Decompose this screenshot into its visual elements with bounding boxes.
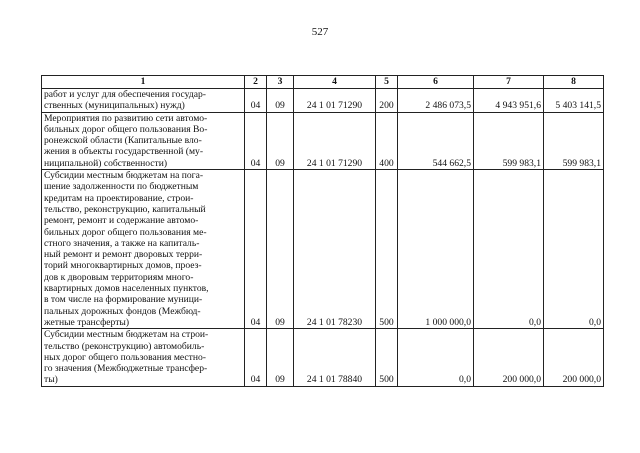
target-article-code: 24 1 01 78840 <box>294 329 376 386</box>
section-code: 04 <box>245 170 267 329</box>
column-header: 8 <box>544 76 604 89</box>
column-header: 6 <box>398 76 474 89</box>
expense-type-code: 500 <box>376 170 398 329</box>
description-line: торий многоквартирных домов, проез- <box>44 260 202 272</box>
expense-type-code: 400 <box>376 112 398 169</box>
section-code: 04 <box>245 329 267 386</box>
description-line: дов к дворовым территориям много- <box>44 271 194 283</box>
amount-col-8: 599 983,1 <box>544 112 604 169</box>
description-line: жетные трансферты) <box>44 316 130 328</box>
description-line: ронежской области (Капитальные вло- <box>44 135 202 147</box>
column-header: 7 <box>474 76 544 89</box>
amount-col-7: 4 943 951,6 <box>474 89 544 113</box>
item-description <box>42 112 245 169</box>
amount-col-7: 599 983,1 <box>474 112 544 169</box>
description-line: жения в объекты государственной (му- <box>44 146 204 158</box>
subsection-code: 09 <box>267 329 294 386</box>
target-article-code: 24 1 01 78230 <box>294 170 376 329</box>
description-line: ственных (муниципальных) нужд) <box>44 100 185 112</box>
item-description <box>42 329 245 386</box>
amount-col-6: 1 000 000,0 <box>398 170 474 329</box>
description-line: тельство, реконструкцию, капитальный <box>44 203 206 215</box>
amount-col-6: 2 486 073,5 <box>398 89 474 113</box>
description-line: в том числе на формирование муници- <box>44 294 203 306</box>
subsection-code: 09 <box>267 89 294 113</box>
description-line: работ и услуг для обеспечения государ- <box>44 89 206 100</box>
expense-type-code: 500 <box>376 329 398 386</box>
description-line: бильных дорог общего пользования ме- <box>44 226 207 238</box>
description-line: пальных дорожных фондов (Межбюд- <box>44 305 201 317</box>
column-header: 5 <box>376 76 398 89</box>
item-description <box>42 170 245 329</box>
column-header: 4 <box>294 76 376 89</box>
page-number: 527 <box>311 26 329 38</box>
table-row <box>42 329 604 386</box>
column-header: 1 <box>42 76 245 89</box>
description-line: шение задолженности по бюджетным <box>44 181 199 193</box>
amount-col-7: 200 000,0 <box>474 329 544 386</box>
description-line: кредитам на проектирование, строи- <box>44 192 194 204</box>
expense-type-code: 200 <box>376 89 398 113</box>
description-line: ниципальной) собственности) <box>44 157 168 169</box>
amount-col-7: 0,0 <box>474 170 544 329</box>
section-code: 04 <box>245 112 267 169</box>
description-line: Субсидии местным бюджетам на пога- <box>44 170 204 182</box>
description-line: го значения (Межбюджетные трансфер- <box>44 363 208 375</box>
description-line: ты) <box>44 374 58 386</box>
description-line: бильных дорог общего пользования Во- <box>44 123 208 135</box>
description-line: тельство (реконструкцию) автомобиль- <box>44 340 205 352</box>
amount-col-8: 0,0 <box>544 170 604 329</box>
item-description <box>42 89 245 113</box>
column-header: 2 <box>245 76 267 89</box>
description-line: Субсидии местным бюджетам на строи- <box>44 329 209 341</box>
amount-col-8: 200 000,0 <box>544 329 604 386</box>
table-header-row <box>42 76 604 89</box>
target-article-code: 24 1 01 71290 <box>294 112 376 169</box>
subsection-code: 09 <box>267 112 294 169</box>
amount-col-6: 544 662,5 <box>398 112 474 169</box>
target-article-code: 24 1 01 71290 <box>294 89 376 113</box>
description-line: ремонт, ремонт и содержание автомо- <box>44 215 199 227</box>
description-line: квартирных домов населенных пунктов, <box>44 283 209 295</box>
description-line: стного значения, а также на капиталь- <box>44 237 200 249</box>
description-line: ных дорог общего пользования местно- <box>44 351 206 363</box>
amount-col-6: 0,0 <box>398 329 474 386</box>
table-row <box>42 170 604 329</box>
description-line: ный ремонт и ремонт дворовых терри- <box>44 249 203 261</box>
budget-table <box>41 75 604 387</box>
column-header: 3 <box>267 76 294 89</box>
amount-col-8: 5 403 141,5 <box>544 89 604 113</box>
section-code: 04 <box>245 89 267 113</box>
table-row <box>42 112 604 169</box>
table-row <box>42 89 604 113</box>
description-line: Мероприятия по развитию сети автомо- <box>44 112 208 124</box>
subsection-code: 09 <box>267 170 294 329</box>
